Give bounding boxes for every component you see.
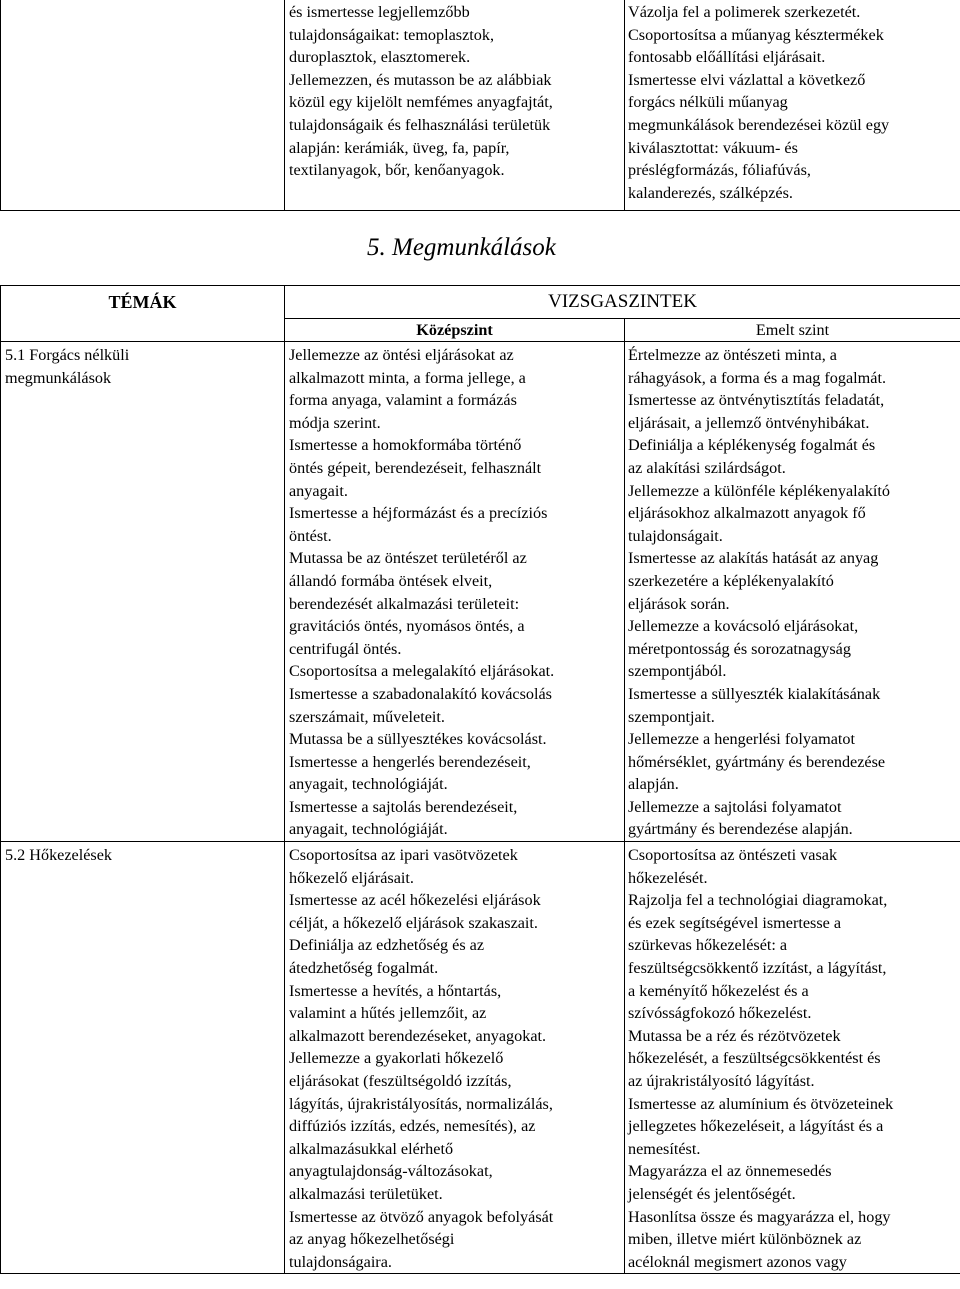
text-line: Ismertesse az alumínium és ötvözeteinek	[628, 1094, 894, 1113]
text-line: jelenségét és jelentőségét.	[628, 1184, 796, 1203]
text-line: alkalmazási területüket.	[289, 1184, 443, 1203]
text-line: Ismertesse a sajtolás berendezéseit,	[289, 797, 518, 816]
temak-header: TÉMÁK	[1, 286, 285, 342]
topic-label	[5, 344, 284, 389]
text-line: diffúziós izzítás, edzés, nemesítés), az	[289, 1117, 536, 1136]
continuation-mid-cell	[285, 0, 625, 211]
kozepszint-header: Középszint	[285, 319, 625, 342]
text-line: az alakítási szilárdságot.	[628, 458, 786, 477]
topic-label	[5, 844, 284, 867]
text-line: célját, a hőkezelő eljárások szakaszait.	[289, 913, 538, 932]
text-line: hőkezelését.	[628, 868, 708, 887]
continuation-adv-cell	[625, 0, 960, 211]
text-line: Értelmezze az öntészeti minta, a	[628, 346, 837, 364]
text-line: alkalmazásukkal elérhető	[289, 1139, 454, 1158]
text-line: Ismertesse az ötvöző anyagok befolyását	[289, 1207, 554, 1226]
continuation-topic-cell	[1, 0, 285, 211]
text-line: és ismertesse legjellemzőbb	[289, 3, 470, 21]
text-line: Csoportosítsa a műanyag késztermékek	[628, 25, 884, 44]
text-line: állandó formába öntések elveit,	[289, 571, 493, 590]
text-line: megmunkálások	[5, 368, 112, 387]
text-line: Magyarázza el az önnemesedés	[628, 1162, 832, 1181]
text-line: Ismertesse az acél hőkezelési eljárások	[289, 891, 541, 910]
emelt-cell-5-1	[625, 342, 960, 842]
text-line: Jellemezze a sajtolási folyamatot	[628, 797, 842, 816]
text-line: 5.1 Forgács nélküli	[5, 346, 130, 364]
text-line: méretpontosság és sorozatnagyság	[628, 639, 851, 658]
emelt-text	[628, 344, 960, 841]
text-line: forgács nélküli műanyag	[628, 93, 788, 112]
text-line: tulajdonságaira.	[289, 1252, 392, 1271]
continuation-table	[0, 0, 960, 211]
text-line: Jellemezze a hengerlési folyamatot	[628, 730, 855, 749]
text-line: öntés gépeit, berendezéseit, felhasznált	[289, 458, 542, 477]
text-line: Mutassa be a süllyesztékes kovácsolást.	[289, 730, 547, 749]
text-line: Ismertesse a hevítés, a hőntartás,	[289, 981, 502, 1000]
text-line: Definiálja az edzhetőség és az	[289, 936, 485, 955]
text-line: acéloknál megismert azonos vagy	[628, 1252, 847, 1271]
text-line: Csoportosítsa az ipari vasötvözetek	[289, 846, 518, 865]
text-line: hőkezelését, a feszültségcsökkentést és	[628, 1049, 881, 1068]
text-line: Hasonlítsa össze és magyarázza el, hogy	[628, 1207, 891, 1226]
text-line: Rajzolja fel a technológiai diagramokat,	[628, 891, 888, 910]
text-line: Vázolja fel a polimerek szerkezetét.	[628, 3, 861, 21]
text-line: tulajdonságaik és felhasználási területük	[289, 115, 551, 134]
text-line: eljárásokat (feszültségoldó izzítás,	[289, 1072, 512, 1090]
text-line: kiválasztottat: vákuum- és	[628, 138, 798, 157]
table-row	[1, 842, 960, 1274]
text-line: kalanderezés, szálképzés.	[628, 183, 793, 202]
text-line: közül egy kijelölt nemfémes anyagfajtát,	[289, 93, 553, 112]
text-line: Mutassa be az öntészet területéről az	[289, 549, 527, 568]
text-line: és ezek segítségével ismertesse a	[628, 913, 842, 932]
text-line: szürkevas hőkezelését: a	[628, 936, 788, 955]
text-line: lágyítás, újrakristályosítás, normalizálás,	[289, 1094, 553, 1113]
text-line: szempontjából.	[628, 662, 727, 681]
text-line: Ismertesse elvi vázlattal a következő	[628, 70, 866, 89]
kozepszint-text	[289, 844, 624, 1273]
text-line: Mutassa be a réz és rézötvözetek	[628, 1026, 841, 1045]
text-line: ráhagyások, a forma és a mag fogalmát.	[628, 368, 886, 387]
emelt-szint-header: Emelt szint	[625, 319, 960, 342]
text-line: módja szerint.	[289, 413, 381, 432]
text-line: Ismertesse a homokformába történő	[289, 436, 522, 455]
text-line: alapján.	[628, 775, 679, 794]
text-line: alapján: kerámiák, üveg, fa, papír,	[289, 138, 510, 157]
kozepszint-text	[289, 344, 624, 841]
text-line: szempontjait.	[628, 707, 715, 726]
text-line: Jellemezzen, és mutasson be az alábbiak	[289, 70, 552, 89]
vizsgaszintek-header: VIZSGASZINTEK	[285, 286, 960, 319]
continuation-mid-text	[289, 1, 624, 182]
continuation-adv-text	[628, 1, 960, 204]
text-line: anyagait, technológiáját.	[289, 775, 448, 794]
text-line: Ismertesse a szabadonalakító kovácsolás	[289, 684, 552, 703]
kozepszint-cell-5-1	[285, 342, 625, 842]
text-line: Ismertesse a hengerlés berendezéseit,	[289, 752, 531, 771]
text-line: jellegzetes hőkezeléseit, a lágyítást és a	[628, 1117, 884, 1136]
text-line: tulajdonságait.	[628, 526, 723, 545]
section-title: 5. Megmunkálások	[367, 234, 556, 261]
text-line: valamint a hűtés jellemzőit, az	[289, 1004, 487, 1023]
text-line: a keményítő hőkezelést és a	[628, 981, 809, 1000]
text-line: duroplasztok, elasztomerek.	[289, 48, 471, 67]
topic-cell-5-1	[1, 342, 285, 842]
text-line: hőkezelő eljárásait.	[289, 868, 414, 887]
emelt-cell-5-2	[625, 842, 960, 1274]
text-line: Jellemezze az öntési eljárásokat az	[289, 346, 514, 364]
text-line: gravitációs öntés, nyomásos öntés, a	[289, 617, 525, 636]
text-line: forma anyaga, valamint a formázás	[289, 391, 517, 410]
text-line: Jellemezze a kovácsoló eljárásokat,	[628, 617, 859, 636]
text-line: eljárások során.	[628, 594, 730, 613]
text-line: anyagait.	[289, 481, 348, 500]
text-line: Jellemezze a gyakorlati hőkezelő	[289, 1049, 504, 1068]
text-line: megmunkálások berendezései közül egy	[628, 115, 890, 134]
text-line: Ismertesse a süllyeszték kialakításának	[628, 684, 881, 703]
table-row	[1, 342, 960, 842]
text-line: berendezését alkalmazási területeit:	[289, 594, 520, 613]
topic-cell-5-2	[1, 842, 285, 1274]
text-line: Ismertesse az öntvénytisztítás feladatát,	[628, 391, 885, 410]
text-line: miben, illetve miért különböznek az	[628, 1230, 862, 1249]
text-line: Jellemezze a különféle képlékenyalakító	[628, 481, 891, 500]
text-line: eljárásokhoz alkalmazott anyagok fő	[628, 504, 866, 523]
text-line: gyártmány és berendezése alapján.	[628, 820, 853, 839]
text-line: Ismertesse az alakítás hatását az anyag	[628, 549, 879, 568]
text-line: nemesítést.	[628, 1139, 701, 1158]
text-line: szívósságfokozó hőkezelést.	[628, 1004, 812, 1023]
text-line: Csoportosítsa az öntészeti vasak	[628, 846, 838, 865]
text-line: Csoportosítsa a melegalakító eljárásokat.	[289, 662, 555, 681]
text-line: átedzhetőség fogalmát.	[289, 959, 439, 978]
text-line: préslégformázás, fóliafúvás,	[628, 161, 811, 180]
text-line: Definiálja a képlékenység fogalmát és	[628, 436, 876, 455]
text-line: Ismertesse a héjformázást és a precíziós	[289, 504, 548, 523]
text-line: tulajdonságaikat: temoplasztok,	[289, 25, 494, 44]
text-line: hőmérséklet, gyártmány és berendezése	[628, 752, 886, 771]
text-line: szerszámait, műveleteit.	[289, 707, 445, 726]
text-line: centrifugál öntés.	[289, 639, 402, 658]
text-line: az anyag hőkezelhetőségi	[289, 1230, 455, 1249]
text-line: textilanyagok, bőr, kenőanyagok.	[289, 161, 505, 180]
text-line: eljárásait, a jellemző öntvényhibákat.	[628, 413, 870, 432]
text-line: alkalmazott berendezéseket, anyagokat.	[289, 1026, 547, 1045]
text-line: anyagait, technológiáját.	[289, 820, 448, 839]
kozepszint-cell-5-2	[285, 842, 625, 1274]
text-line: az újrakristályosító lágyítást.	[628, 1072, 815, 1090]
text-line: fontosabb előállítási eljárásait.	[628, 48, 826, 67]
topics-table	[0, 285, 960, 1274]
text-line: öntést.	[289, 526, 332, 545]
text-line: alkalmazott minta, a forma jellege, a	[289, 368, 526, 387]
text-line: szerkezetére a képlékenyalakító	[628, 571, 834, 590]
text-line: feszültségcsökkentő izzítást, a lágyítást,	[628, 959, 887, 978]
emelt-text	[628, 844, 960, 1273]
text-line: 5.2 Hőkezelések	[5, 846, 112, 865]
text-line: anyagtulajdonság-változásokat,	[289, 1162, 493, 1181]
